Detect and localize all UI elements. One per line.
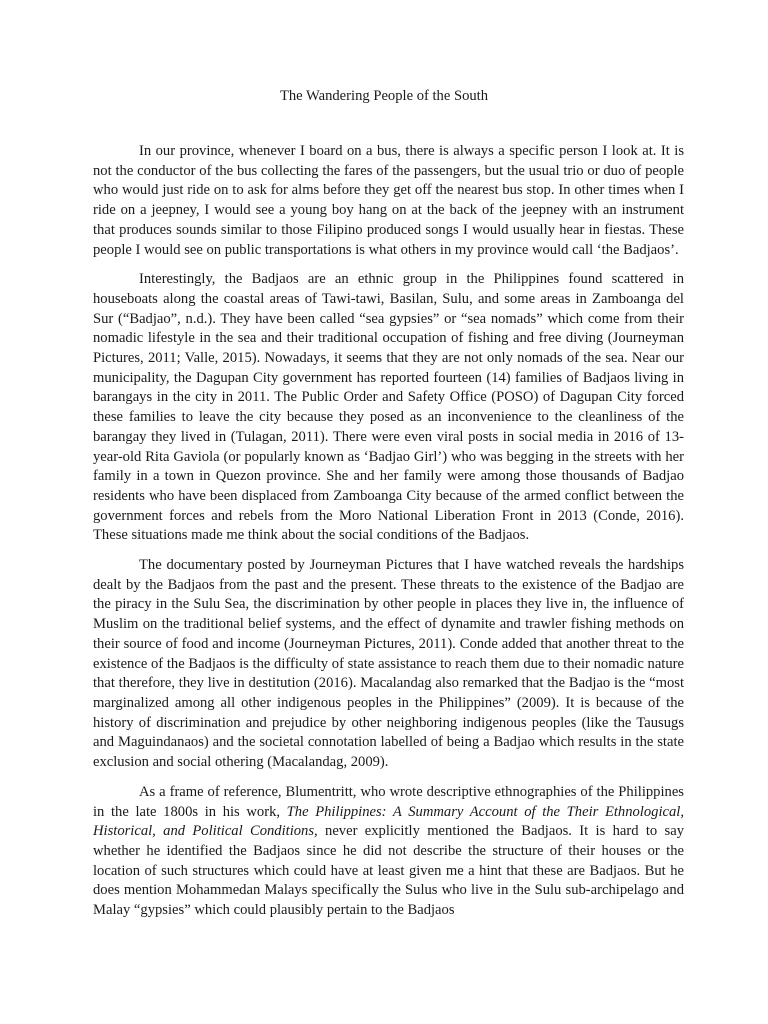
paragraph xyxy=(93,270,684,546)
paragraph xyxy=(93,142,684,260)
paragraph-text: never explicitly mentioned the Badjaos. It is hard to say whether he identified the Badjaos since he did not describe the structure of their houses or the location of such structures which could have at least given me a hint that these are Badjaos. But he does mention Mohammedan Malays specifically the Sulus who live in the Sulu sub-archipelago and Malay “gypsies” which could plausibly pertain to the Badjaos xyxy=(93,823,684,919)
paragraph-text: Interestingly, the Badjaos are an ethnic group in the Philippines found scattered in houseboats along the coastal areas of Tawi-tawi, Basilan, Sulu, and some areas in Zamboanga del Sur (“Badjao”, n.d.). They have been called “sea gypsies” or “sea nomads” which come from their nomadic lifestyle in the sea and their traditional occupation of fishing and free diving (Journeyman Pictures, 2011; Valle, 2015). Nowadays, it seems that they are not only nomads of the sea. Near our municipality, the Dagupan City government has reported fourteen (14) families of Badjaos living in barangays in the city in 2011. The Public Order and Safety Office (POSO) of Dagupan City forced these families to leave the city because they posed as an inconvenience to the cleanliness of the barangay they lived in (Tulagan, 2011). There were even viral posts in social media in 2016 of 13-year-old Rita Gaviola (or popularly known as ‘Badjao Girl’) who was begging in the streets with her family in a town in Quezon province. She and her family were among those thousands of Badjao residents who have been displaced from Zamboanga City because of the armed conflict between the government forces and rebels from the Moro National Liberation Front in 2013 (Conde, 2016). These situations made me think about the social conditions of the Badjaos. xyxy=(93,271,684,544)
paragraph-text: The documentary posted by Journeyman Pictures that I have watched reveals the hardships dealt by the Badjaos from the past and the present. These threats to the existence of the Badjao are the piracy in the Sulu Sea, the discrimination by other people in places they live in, the influence of Muslim on the traditional belief systems, and the effect of dynamite and trawler fishing methods on their source of food and income (Journeyman Pictures, 2011). Conde added that another threat to the existence of the Badjaos is the difficulty of state assistance to reach them due to their nomadic nature that therefore, they live in destitution (2016). Macalandag also remarked that the Badjao is the “most marginalized among all other indigenous peoples in the Philippines” (2009). It is because of the history of discrimination and prejudice by other neighboring indigenous peoples (like the Tausugs and Maguindanaos) and the societal connotation labelled of being a Badjao which results in the state exclusion and social othering (Macalandag, 2009). xyxy=(93,557,684,771)
paragraph-text: In our province, whenever I board on a bus, there is always a specific person I look at. It is not the conductor of the bus collecting the fares of the passengers, but the usual trio or duo of people who would just ride on to ask for alms before they get off the nearest bus stop. In other times when I ride on a jeepney, I would see a young boy hang on at the back of the jeepney with an instrument that produces sounds similar to those Filipino produced songs I would usually hear in fiestas. These people I would see on public transportations is what others in my province would call ‘the Badjaos’. xyxy=(93,143,684,258)
paragraph xyxy=(93,556,684,773)
document-title: The Wandering People of the South xyxy=(279,88,489,104)
document-body xyxy=(93,142,684,931)
paragraph-text: As a frame of reference, Blumentritt, who wrote descriptive ethnographies of the Philippines in the late 1800s in his work, xyxy=(93,783,684,820)
paragraph xyxy=(93,783,684,921)
book-title: The Philippines: A Summary Account of the Their Ethnological, Historical, and Political Conditions, xyxy=(93,803,684,840)
